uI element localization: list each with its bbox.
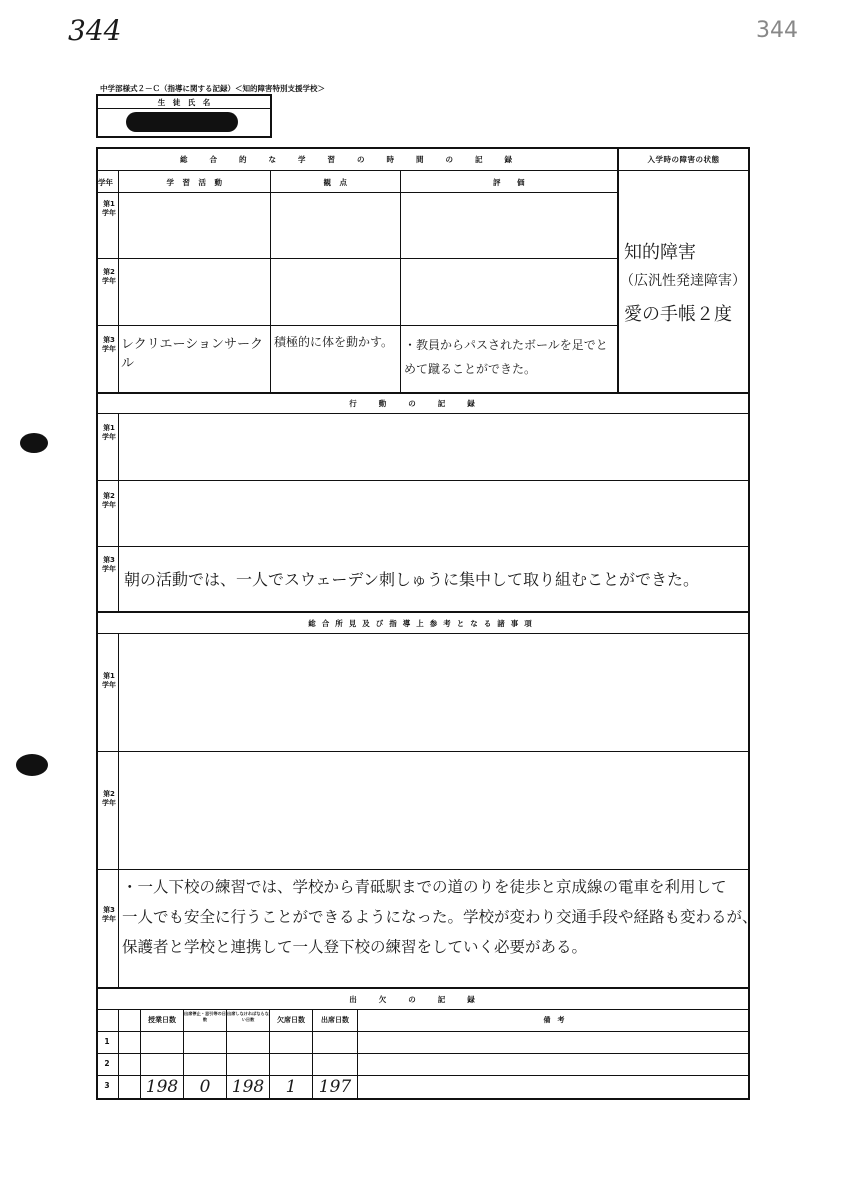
col-year: 学年 bbox=[98, 178, 113, 187]
integrated-evaluation-3: ・教員からパスされたボールを足でとめて蹴ることができた。 bbox=[404, 338, 608, 376]
integrated-year-1: 第1学年 bbox=[102, 200, 116, 217]
col-evaluation: 評 価 bbox=[493, 178, 525, 187]
att-col-school-days: 授業日数 bbox=[148, 1016, 176, 1024]
student-name-box bbox=[96, 94, 272, 138]
remarks-text-3-line-3: 保護者と学校と連携して一人登下校の練習をしていく必要がある。 bbox=[122, 938, 588, 956]
att-col-absent-days: 欠席日数 bbox=[277, 1016, 305, 1024]
disability-line-3: 愛の手帳２度 bbox=[624, 304, 732, 325]
attendance-header: 出欠の記録 bbox=[349, 995, 497, 1004]
remarks-header: 総合所見及び指導上参考となる諸事項 bbox=[308, 619, 538, 628]
behavior-text-3: 朝の活動では、一人でスウェーデン刺しゅうに集中して取り組むことができた。 bbox=[124, 570, 700, 589]
integrated-activity-3: レクリエーションサークル bbox=[121, 337, 263, 371]
page-number-stamped: 344 bbox=[756, 18, 798, 43]
att-col-present-days: 出席日数 bbox=[321, 1016, 349, 1024]
form-title: 中学部様式２－Ｃ（指導に関する記録）＜知的障害特別支援学校＞ bbox=[100, 84, 325, 93]
behavior-year-3: 第3学年 bbox=[102, 556, 116, 573]
remarks-year-1: 第1学年 bbox=[102, 672, 116, 689]
remarks-text-3-line-1: ・一人下校の練習では、学校から青砥駅までの道のりを徒歩と京成線の電車を利用して bbox=[122, 878, 727, 896]
behavior-year-1: 第1学年 bbox=[102, 424, 116, 441]
att-col-required-days: 出席しなければならない日数 bbox=[227, 1011, 269, 1022]
disability-line-1: 知的障害 bbox=[624, 242, 696, 263]
redacted-name-mark bbox=[126, 112, 238, 132]
disability-header: 入学時の障害の状態 bbox=[647, 155, 720, 164]
integrated-year-3: 第3学年 bbox=[102, 336, 116, 353]
remarks-year-2: 第2学年 bbox=[102, 790, 116, 807]
behavior-header: 行動の記録 bbox=[349, 399, 497, 408]
integrated-year-2: 第2学年 bbox=[102, 268, 116, 285]
behavior-year-2: 第2学年 bbox=[102, 492, 116, 509]
att-3-absent-days: 1 bbox=[285, 1077, 297, 1097]
remarks-year-3: 第3学年 bbox=[102, 906, 116, 923]
integrated-viewpoint-3: 積極的に体を動かす。 bbox=[274, 335, 394, 349]
att-3-required-days: 198 bbox=[231, 1077, 265, 1097]
remarks-text-3-line-2: 一人でも安全に行うことができるようになった。学校が変わり交通手段や経路も変わるが、 bbox=[122, 908, 758, 926]
col-viewpoint: 観 点 bbox=[323, 178, 348, 187]
att-col-suspended-days: 出席停止・忌引等の日数 bbox=[184, 1011, 226, 1022]
att-3-school-days: 198 bbox=[145, 1077, 179, 1097]
att-year-2: 2 bbox=[104, 1059, 110, 1068]
att-year-1: 1 bbox=[104, 1037, 110, 1046]
integrated-study-header: 総合的な学習の時間の記録 bbox=[180, 155, 534, 164]
binder-hole-top bbox=[20, 433, 48, 453]
student-name-label: 生 徒 氏 名 bbox=[157, 98, 211, 107]
att-year-3: 3 bbox=[104, 1081, 110, 1090]
att-3-suspended-days: 0 bbox=[199, 1077, 211, 1097]
att-col-notes: 備 考 bbox=[543, 1016, 565, 1024]
col-activity: 学 習 活 動 bbox=[166, 178, 223, 187]
att-3-present-days: 197 bbox=[318, 1077, 352, 1097]
binder-hole-bottom bbox=[16, 754, 48, 776]
page-number-handwritten: 344 bbox=[68, 14, 122, 47]
disability-line-2: （広汎性発達障害） bbox=[620, 273, 746, 289]
